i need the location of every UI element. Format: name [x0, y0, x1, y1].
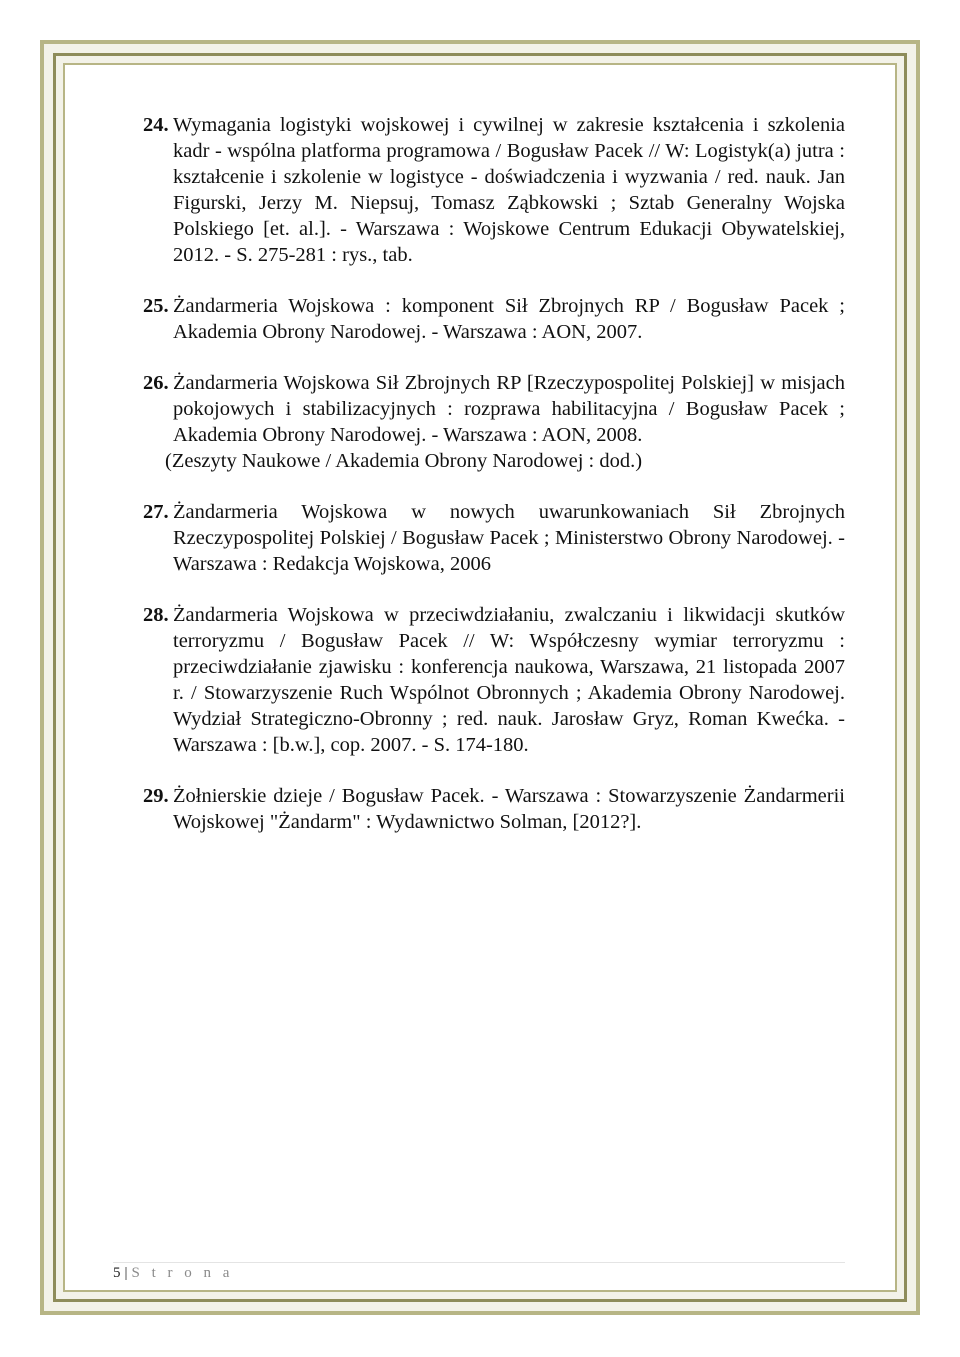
page-number: 5: [113, 1265, 121, 1281]
entry-text: Żandarmeria Wojskowa Sił Zbrojnych RP [Rzeczypospolitej Polskiej] w misjach pokojowych i stabilizacyjnych : rozprawa habilitacyjna / Bogusław Pacek ; Akademia Obrony Narodowej. - Warszawa : AON, 2008.: [173, 372, 845, 446]
entry-text: Żandarmeria Wojskowa w nowych uwarunkowaniach Sił Zbrojnych Rzeczypospolitej Polskiej / Bogusław Pacek ; Ministerstwo Obrony Narodowej. - Warszawa : Redakcja Wojskowa, 2006: [173, 501, 845, 575]
bibliography-entry-24: [143, 112, 845, 268]
page-footer: [113, 1262, 845, 1281]
entry-number: 29.: [143, 785, 169, 807]
bibliography-entry-25: [143, 293, 845, 345]
entry-number: 24.: [143, 114, 169, 136]
entry-text: Wymagania logistyki wojskowej i cywilnej w zakresie kształcenia i szkolenia kadr - wspólna platforma programowa / Bogusław Pacek // W: Logistyk(a) jutra : kształcenie i szkolenie w logistyce - doświadczenia i wyzwania / red. nauk. Jan Figurski, Jerzy M. Niepsuj, Tomasz Ząbkowski ; Sztab Generalny Wojska Polskiego [et. al.]. - Warszawa : Wojskowe Centrum Edukacji Obywatelskiej, 2012. - S. 275-281 : rys., tab.: [173, 114, 845, 266]
bibliography-entry-26: [143, 370, 845, 474]
entry-number: 25.: [143, 295, 169, 317]
entry-text: Żołnierskie dzieje / Bogusław Pacek. - Warszawa : Stowarzyszenie Żandarmerii Wojskowej "Żandarm" : Wydawnictwo Solman, [2012?].: [173, 785, 845, 833]
bibliography-list: [143, 112, 845, 860]
entry-series-note: (Zeszyty Naukowe / Akademia Obrony Narodowej : dod.): [165, 450, 643, 472]
entry-number: 28.: [143, 604, 169, 626]
entry-number: 27.: [143, 501, 169, 523]
bibliography-entry-29: [143, 783, 845, 835]
bibliography-entry-27: [143, 499, 845, 577]
footer-label: S t r o n a: [131, 1265, 234, 1281]
entry-text: Żandarmeria Wojskowa : komponent Sił Zbrojnych RP / Bogusław Pacek ; Akademia Obrony Narodowej. - Warszawa : AON, 2007.: [173, 295, 845, 343]
entry-number: 26.: [143, 372, 169, 394]
entry-text: Żandarmeria Wojskowa w przeciwdziałaniu, zwalczaniu i likwidacji skutków terroryzmu / Bogusław Pacek // W: Współczesny wymiar terroryzmu : przeciwdziałanie zjawisku : konferencja naukowa, Warszawa, 21 listopada 2007 r. / Stowarzyszenie Ruch Wspólnot Obronnych ; Akademia Obrony Narodowej. Wydział Strategiczno-Obronny ; red. nauk. Jarosław Gryz, Roman Kwećka. - Warszawa : [b.w.], cop. 2007. - S. 174-180.: [173, 604, 845, 756]
footer-separator: |: [124, 1265, 128, 1281]
bibliography-entry-28: [143, 602, 845, 758]
